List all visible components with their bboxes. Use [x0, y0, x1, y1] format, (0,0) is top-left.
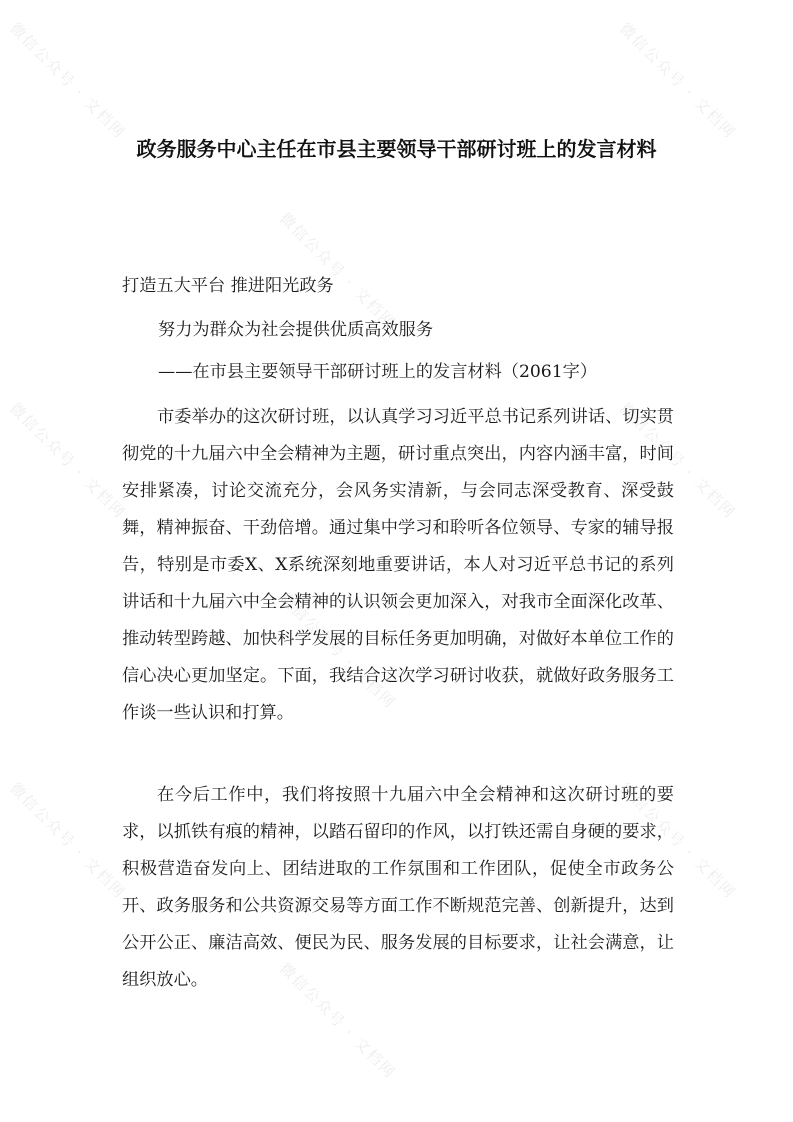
watermark-text: 微信公众号 · 文档网 — [6, 19, 130, 143]
subtitle: 努力为群众为社会提供优质高效服务 — [158, 320, 434, 340]
watermark-text: 微信公众号 · 文档网 — [6, 399, 130, 523]
watermark-text: 微信公众号 · 文档网 — [276, 209, 400, 333]
paragraph-2: 在今后工作中，我们将按照十九届六中全会精神和这次研讨班的要求，以抓铁有痕的精神，以踏石留印的作风，以打铁还需自身硬的要求，积极营造奋发向上、团结进取的工作氛围和工作团队，促使全市政务公开、政务服务和公共资源交易等方面工作不断规范完善、创新提升，达到公开公正、廉洁高效、便民为民、服务发展的目标要求，让社会满意，让组织放心。 — [122, 785, 674, 990]
watermark-text: 微信公众号 · 文档网 — [616, 19, 740, 143]
watermark-text: 微信公众号 · 文档网 — [616, 399, 740, 523]
watermark-text: 微信公众号 · 文档网 — [616, 779, 740, 903]
subheading: 打造五大平台 推进阳光政务 — [122, 276, 334, 296]
document-title: 政务服务中心主任在市县主要领导干部研讨班上的发言材料 — [136, 137, 657, 161]
paragraph-1: 市委举办的这次研讨班，以认真学习习近平总书记系列讲话、切实贯彻党的十九届六中全会精神为主题，研讨重点突出，内容内涵丰富，时间安排紧凑，讨论交流充分，会风务实清新，与会同志深受教育、深受鼓舞，精神振奋、干劲倍增。通过集中学习和聆听各位领导、专家的辅导报告，特别是市委X、X系统深刻地重要讲话，本人对习近平总书记的系列讲话和十九届六中全会精神的认识领会更加深入，对我市全面深化改革、推动转型跨越、加快科学发展的目标任务更加明确，对做好本单位工作的信心决心更加坚定。下面，我结合这次学习研讨收获，就做好政务服务工作谈一些认识和打算。 — [122, 407, 674, 723]
source-note: ——在市县主要领导干部研讨班上的发言材料（2061字） — [158, 362, 598, 382]
watermark-text: 微信公众号 · 文档网 — [6, 779, 130, 903]
watermark-text: 微信公众号 · 文档网 — [276, 959, 400, 1083]
watermark-text: 微信公众号 · 文档网 — [276, 589, 400, 713]
